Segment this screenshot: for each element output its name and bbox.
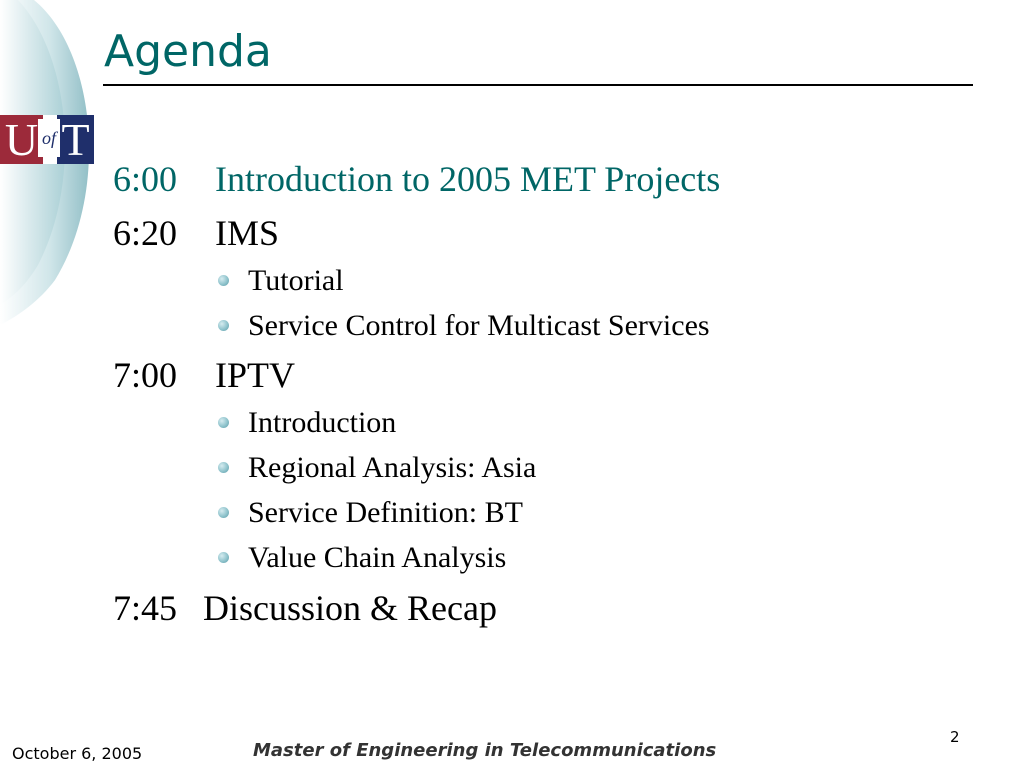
page-number: 2	[950, 728, 960, 746]
footer-date: October 6, 2005	[12, 744, 143, 763]
agenda-time: 7:00	[113, 355, 178, 395]
footer-title: Master of Engineering in Telecommunications	[253, 740, 717, 761]
agenda-subitem-text: Service Control for Multicast Services	[248, 309, 710, 342]
agenda-time: 6:20	[113, 213, 178, 253]
agenda-topic: Introduction to 2005 MET Projects	[215, 159, 721, 199]
bullet-icon	[218, 507, 229, 518]
bullet-icon	[218, 552, 229, 563]
agenda-time: 7:45	[113, 588, 178, 628]
agenda-topic: Discussion & Recap	[203, 588, 497, 628]
bullet-icon	[218, 462, 229, 473]
bullet-icon	[218, 275, 229, 286]
agenda-time: 6:00	[113, 159, 178, 199]
agenda-subitem-text: Value Chain Analysis	[248, 541, 507, 574]
agenda-subitem-text: Regional Analysis: Asia	[248, 451, 537, 484]
agenda-subitem-text: Tutorial	[248, 264, 344, 297]
bullet-icon	[218, 320, 229, 331]
agenda-topic: IMS	[215, 213, 280, 253]
agenda-subitem-text: Service Definition: BT	[248, 496, 523, 529]
slide-title: Agenda	[104, 26, 272, 77]
logo-letters-of: of	[38, 119, 60, 157]
logo-letter-u: U	[0, 115, 43, 164]
bullet-icon	[218, 417, 229, 428]
agenda-subitem-text: Introduction	[248, 406, 397, 439]
agenda-topic: IPTV	[215, 355, 295, 395]
logo-letter-t: T	[57, 115, 94, 164]
